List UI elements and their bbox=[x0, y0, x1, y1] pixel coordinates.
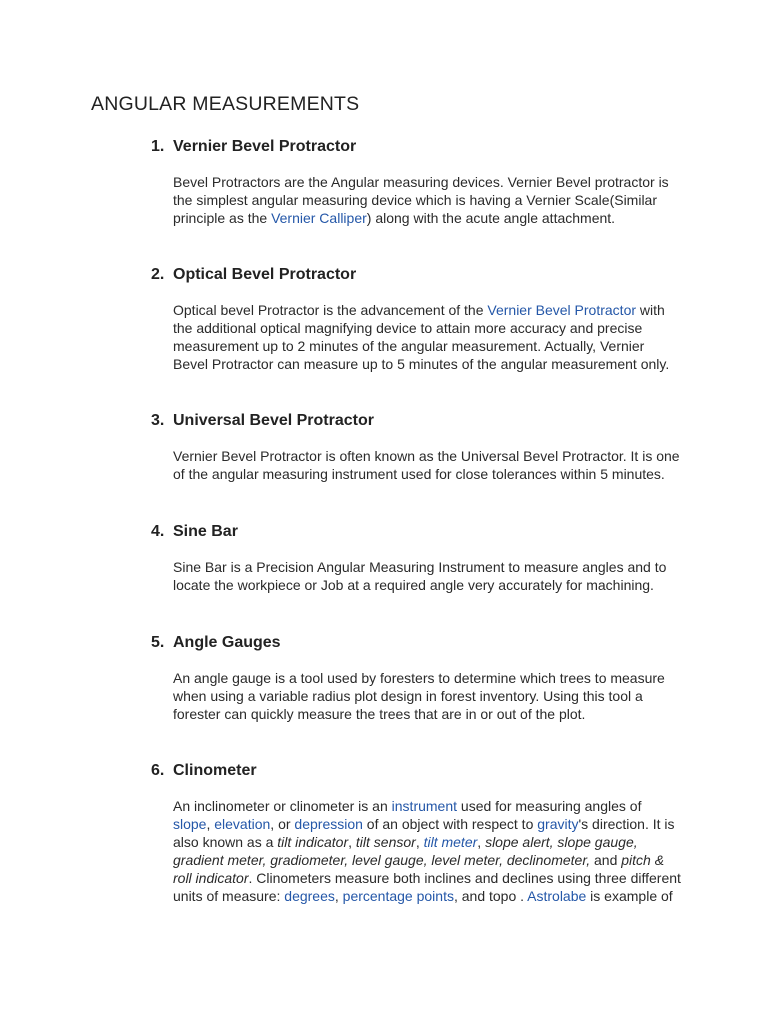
section-title: Optical Bevel Protractor bbox=[173, 266, 357, 283]
section-number: 2. bbox=[151, 266, 165, 283]
section-heading bbox=[151, 633, 691, 653]
section-sine-bar bbox=[151, 522, 691, 594]
section-paragraph bbox=[173, 301, 681, 373]
italic-term: tilt sensor bbox=[355, 834, 416, 850]
vernier-bevel-protractor-link[interactable]: Vernier Bevel Protractor bbox=[487, 302, 637, 318]
section-number: 6. bbox=[151, 762, 165, 779]
section-heading bbox=[151, 137, 691, 157]
depression-link[interactable]: depression bbox=[294, 816, 363, 832]
section-clinometer bbox=[151, 761, 691, 905]
paragraph-text: , bbox=[348, 834, 356, 850]
section-number: 1. bbox=[151, 138, 165, 155]
section-title: Clinometer bbox=[173, 762, 257, 779]
italic-term: pitch & roll indicator bbox=[173, 852, 665, 886]
section-paragraph bbox=[173, 797, 681, 905]
paragraph-text: , bbox=[334, 888, 343, 904]
vernier-calliper-link[interactable]: Vernier Calliper bbox=[271, 210, 367, 226]
section-universal-bevel-protractor bbox=[151, 411, 691, 483]
paragraph-text: ) along with the acute angle attachment. bbox=[366, 210, 616, 226]
section-angle-gauges bbox=[151, 633, 691, 723]
paragraph-text: 's direction. It is also known as a bbox=[173, 816, 675, 850]
section-paragraph: Vernier Bevel Protractor is often known as the Universal Bevel Protractor. It is one of the angular measuring instrument used for close tolerances within 5 minutes. bbox=[173, 448, 680, 482]
section-number: 4. bbox=[151, 523, 165, 540]
paragraph-text: , or bbox=[270, 816, 295, 832]
italic-term: slope alert, slope gauge, gradient meter, gradiometer, level gauge, level meter, declinometer, bbox=[173, 834, 638, 868]
section-paragraph: Sine Bar is a Precision Angular Measuring Instrument to measure angles and to locate the workpiece or Job at a required angle very accurately for machining. bbox=[173, 559, 667, 593]
italic-term: tilt indicator bbox=[277, 834, 349, 850]
paragraph-text: , bbox=[477, 834, 486, 850]
degrees-link[interactable]: degrees bbox=[284, 888, 335, 904]
italic-term: tilt meter bbox=[423, 834, 478, 850]
paragraph-text: used for measuring angles of bbox=[457, 798, 642, 814]
section-paragraph: An angle gauge is a tool used by foresters to determine which trees to measure when using a variable radius plot design in forest inventory. Using this tool a forester can quickly measure the trees that are in or out of the plot. bbox=[173, 670, 665, 722]
section-number: 5. bbox=[151, 634, 165, 651]
slope-link[interactable]: slope bbox=[173, 816, 207, 832]
tilt-meter-link[interactable] bbox=[424, 834, 478, 850]
section-heading bbox=[151, 265, 691, 285]
page-title: ANGULAR MEASUREMENTS bbox=[91, 93, 360, 115]
astrolabe-link[interactable]: Astrolabe bbox=[527, 888, 587, 904]
gravity-link[interactable]: gravity bbox=[537, 816, 579, 832]
paragraph-text: with the additional optical magnifying device to attain more accuracy and precise measurement up to 2 minutes of the angular measurement. Actually, Vernier Bevel Protractor can measure up to 5 minutes of the angular measurement only. bbox=[173, 302, 670, 372]
section-optical-bevel-protractor bbox=[151, 265, 691, 373]
paragraph-text: , and topo . bbox=[453, 888, 528, 904]
paragraph-text: Bevel Protractors are the Angular measuring devices. Vernier Bevel protractor is the simplest angular measuring device which is having a Vernier Scale(Similar principle as the bbox=[173, 174, 669, 226]
paragraph-text: of an object with respect to bbox=[362, 816, 538, 832]
paragraph-text: . Clinometers measure both inclines and declines using three different units of measure: bbox=[173, 870, 681, 904]
section-vernier-bevel-protractor bbox=[151, 137, 691, 227]
section-heading bbox=[151, 522, 691, 542]
section-heading bbox=[151, 411, 691, 431]
paragraph-text: An inclinometer or clinometer is an bbox=[173, 798, 392, 814]
section-title: Sine Bar bbox=[173, 523, 238, 540]
paragraph-text: , bbox=[206, 816, 215, 832]
section-title: Angle Gauges bbox=[173, 634, 281, 651]
section-title: Vernier Bevel Protractor bbox=[173, 138, 357, 155]
paragraph-text: is example of bbox=[586, 888, 673, 904]
paragraph-text: and bbox=[590, 852, 622, 868]
section-paragraph bbox=[173, 173, 681, 227]
paragraph-text: , bbox=[415, 834, 424, 850]
section-title: Universal Bevel Protractor bbox=[173, 412, 374, 429]
section-heading bbox=[151, 761, 691, 781]
paragraph-text: Optical bevel Protractor is the advancement of the bbox=[173, 302, 488, 318]
percentage-points-link[interactable]: percentage points bbox=[342, 888, 454, 904]
elevation-link[interactable]: elevation bbox=[214, 816, 271, 832]
section-number: 3. bbox=[151, 412, 165, 429]
instrument-link[interactable]: instrument bbox=[391, 798, 458, 814]
